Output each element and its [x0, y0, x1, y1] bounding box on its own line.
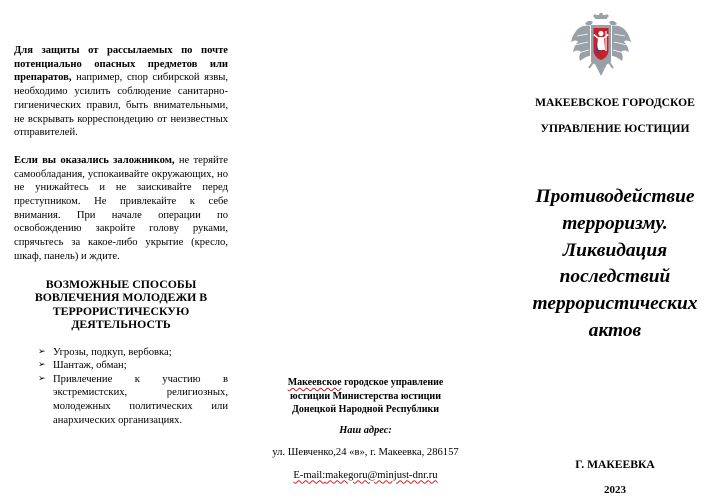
hostage-paragraph	[14, 154, 228, 264]
hostage-lead: Если вы оказались заложником,	[14, 154, 175, 166]
office-name	[517, 96, 713, 136]
postal-address: ул. Шевченко,24 «в», г. Макеевка, 286157	[272, 446, 459, 458]
brochure-title	[513, 184, 717, 345]
arrow-bullet-icon: ➢	[38, 360, 46, 371]
left-panel	[14, 44, 228, 427]
publication-year: 2023	[604, 484, 626, 496]
title-line: Ликвидация	[562, 239, 668, 261]
arrow-bullet-icon: ➢	[38, 346, 46, 357]
email-line	[258, 469, 473, 482]
list-item: ➢ Шантаж, обман;	[38, 360, 127, 372]
title-line: терроризму.	[562, 212, 668, 234]
email-address: makegoru@minjust-dnr.ru	[325, 469, 438, 481]
hostage-text: не теряйте самообладания, успокаивайте окружающих, но не унижайтесь и не заискивайте перед преступником. Не привлекайте к себе внимания. При начале операции по освобождению закройте голову руками, спрячьтесь за какое-либо укрытие (кресло, шкаф, панель) и ждите.	[14, 154, 229, 262]
list-item: ➢ Угрозы, подкуп, вербовка;	[38, 346, 172, 358]
arrow-bullet-icon: ➢	[38, 373, 46, 384]
office-name-line-2: УПРАВЛЕНИЕ ЮСТИЦИИ	[540, 122, 690, 135]
contact-panel	[258, 376, 473, 482]
title-line: террористических	[532, 293, 698, 315]
email-label: E-mail:	[293, 469, 326, 481]
mail-safety-text: например, спор сибирской язвы, необходимо усилить соблюдение санитарно-гигиенических правил, быть внимательными, не вскрывать корреспондецию от неизвестных отправителей.	[14, 72, 228, 139]
organization-line-2: юстиции Министерства юстиции	[290, 390, 441, 402]
youth-recruitment-heading: ВОЗМОЖНЫЕ СПОСОБЫ ВОВЛЕЧЕНИЯ МОЛОДЕЖИ В ТЕРРОРИСТИЧЕСКУЮ ДЕЯТЕЛЬНОСТЬ	[34, 276, 208, 332]
office-name-line-1: МАКЕЕВСКОЕ ГОРОДСКОЕ	[535, 96, 695, 109]
dpr-coat-of-arms-icon	[569, 12, 633, 78]
mail-safety-paragraph	[14, 44, 228, 140]
city-name: Г. МАКЕЕВКА	[575, 458, 655, 471]
title-line: Противодействие	[535, 186, 695, 207]
address-heading: Наш адрес:	[339, 424, 392, 436]
org-word-flagged: Макеевское	[287, 377, 342, 388]
mail-safety-lead: Для защиты от рассылаемых по почте потенциально опасных предметов или препаратов,	[14, 45, 228, 84]
title-line: актов	[588, 319, 642, 341]
organization-name: Макеевское городское управление	[287, 377, 444, 388]
recruitment-methods-list	[14, 346, 228, 428]
organization-line-3: Донецкой Народной Республики	[291, 404, 440, 415]
list-item: ➢ Привлечение к участию в экстремистских, религиозных, молодежных политических или анархических организациях.	[38, 373, 228, 426]
title-line: последствий	[559, 266, 671, 288]
